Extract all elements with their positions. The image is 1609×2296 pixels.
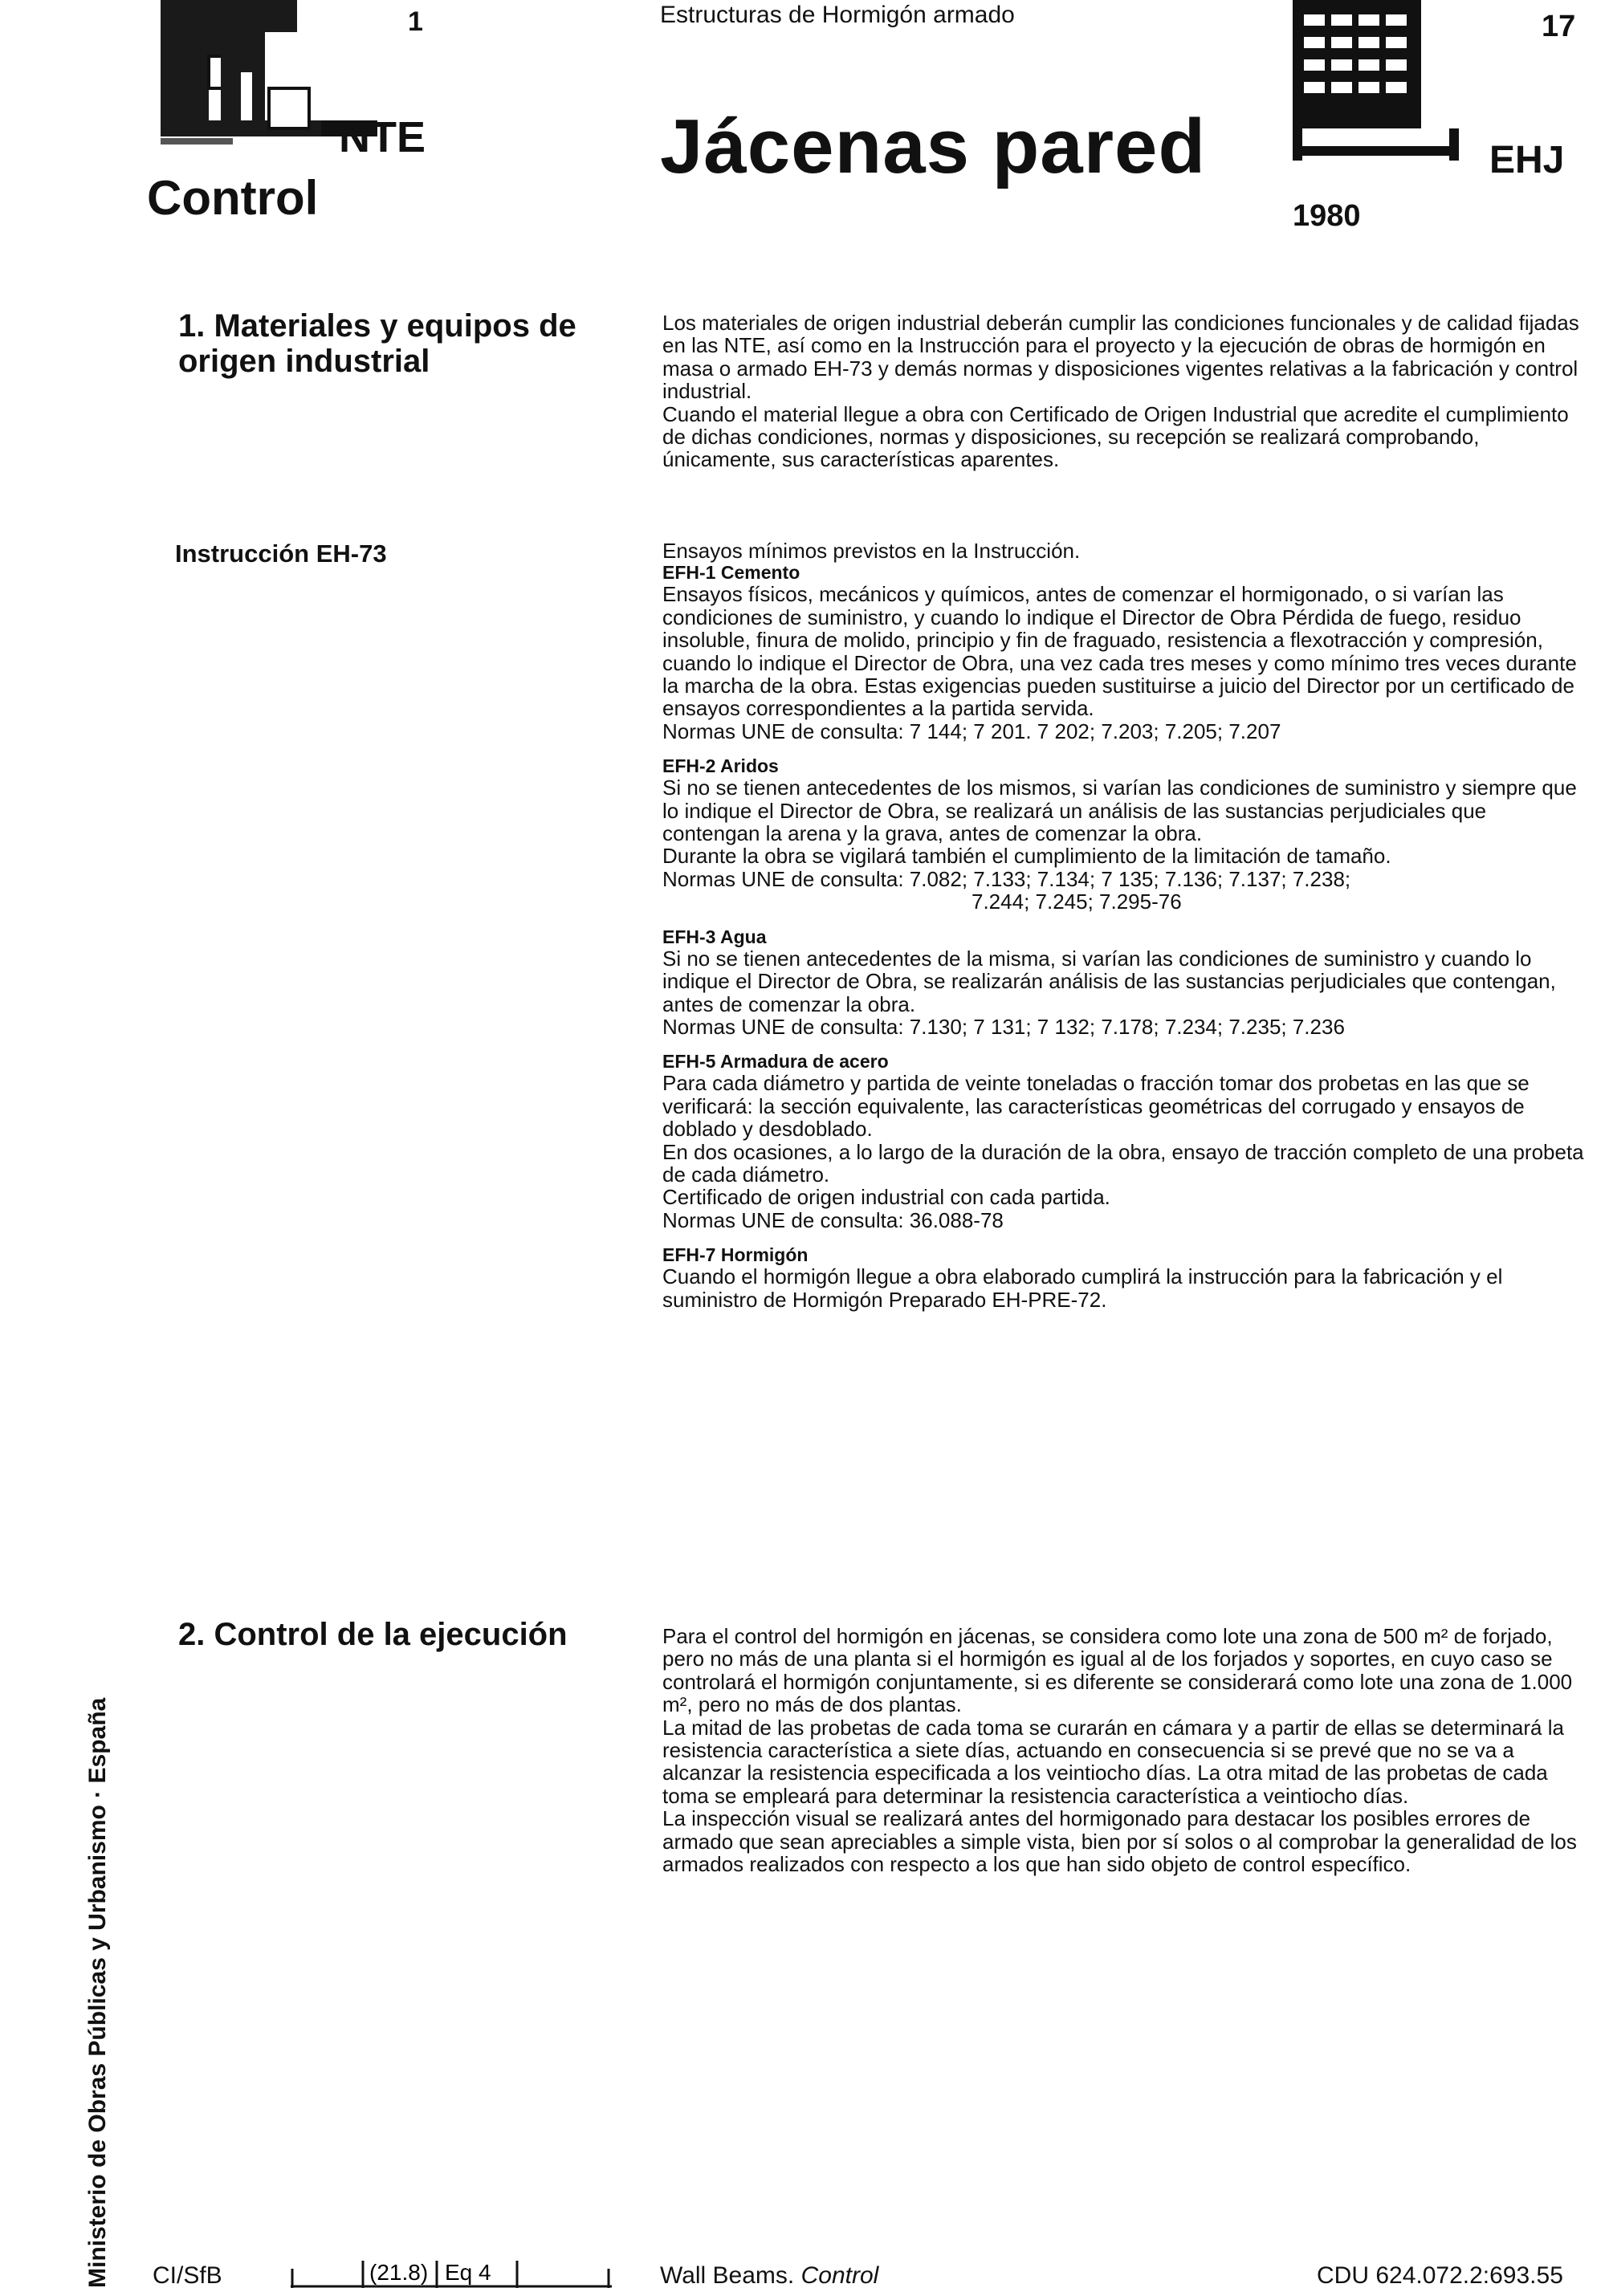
test-text: Ensayos físicos, mecánicos y químicos, antes de comenzar el hormigonado, o si varían las condiciones de suministro, y cuando lo indique el Director de Obra Pérdida de fuego, residuo insoluble, finura de molido, principio y fin de fraguado, resistencia a flexotracción y compresión, cuando lo indique el Director de Obra, una vez cada tres meses y como mínimo tres veces durante la marcha de la obra. Estas exigencias pueden sustituirse a juicio del Director por un certificado de ensayos correspondientes a la partida servida. — [662, 582, 1577, 721]
nte-label: NTE — [339, 113, 426, 161]
test-efh3 — [662, 926, 1586, 1039]
instruccion-heading: Instrucción EH-73 — [175, 539, 387, 568]
document-code: EHJ — [1489, 139, 1565, 181]
section-2-body — [662, 1625, 1586, 1875]
page-number: 17 — [1542, 10, 1576, 43]
test-text: Certificado de origen industrial con cada partida. — [662, 1185, 1110, 1210]
building-logo — [1293, 0, 1461, 169]
series-title: Estructuras de Hormigón armado — [660, 2, 1015, 28]
english-title — [660, 2262, 878, 2290]
section-label: Control — [147, 171, 319, 225]
test-heading: EFH-5 Armadura de acero — [662, 1051, 889, 1073]
sheet-number: 1 — [408, 6, 423, 37]
section-1-paragraph: Cuando el material llegue a obra con Certificado de Origen Industrial que acredite el cumplimiento de dichas condiciones, normas y disposiciones, su recepción se realizará comprobando, únicamente, sus características aparentes. — [662, 401, 1569, 472]
section-1-body — [662, 311, 1586, 471]
test-norms: Normas UNE de consulta: 7.082; 7.133; 7.134; 7 135; 7.136; 7.137; 7.238; — [662, 866, 1351, 891]
test-text: Si no se tienen antecedentes de la misma, si varían las condiciones de suministro y cuando lo indique el Director de Obra, se realizarán análisis de las sustancias perjudiciales que contengan, antes de comenzar la obra. — [662, 946, 1556, 1016]
instruccion-intro: Ensayos mínimos previstos en la Instrucción. — [662, 539, 1081, 563]
cisfb-code-1: (21.8) — [369, 2260, 429, 2285]
test-efh5 — [662, 1051, 1586, 1231]
test-text: Para cada diámetro y partida de veinte toneladas o fracción tomar dos probetas en las que se verificará: la sección equivalente, las características geométricas del corrugado y ensayos de doblado y desdoblado. — [662, 1071, 1530, 1142]
test-text: Si no se tienen antecedentes de los mismos, si varían las condiciones de suministro y siempre que lo indique el Director de Obra, se realizará un análisis de las sustancias perjudiciales que contengan la arena y la grava, antes de comenzar la obra. — [662, 776, 1577, 846]
test-text: En dos ocasiones, a lo largo de la duración de la obra, ensayo de tracción completo de una probeta de cada diámetro. — [662, 1139, 1584, 1187]
test-text: Durante la obra se vigilará también el cumplimiento de la limitación de tamaño. — [662, 844, 1391, 869]
page-title: Jácenas pared — [660, 104, 1207, 189]
section-2-paragraph: La mitad de las probetas de cada toma se curarán en cámara y a partir de ellas se determinará la resistencia característica a siete días, actuando en consecuencia si se prevé que no se va a alcanzar la resistencia especificada a los veintiocho días. La otra mitad de las probetas de cada toma se empleará para determinar la resistencia característica a veintiocho días. — [662, 1715, 1564, 1808]
english-title-text: Wall Beams. — [660, 2262, 795, 2289]
test-norms: Normas UNE de consulta: 7.130; 7 131; 7 132; 7.178; 7.234; 7.235; 7.236 — [662, 1014, 1345, 1039]
test-text: Cuando el hormigón llegue a obra elaborado cumplirá la instrucción para la fabricación y el suministro de Hormigón Preparado EH-PRE-72. — [662, 1264, 1503, 1312]
test-heading: EFH-3 Agua — [662, 926, 767, 947]
section-1-paragraph: Los materiales de origen industrial deberán cumplir las condiciones funcionales y de calidad fijadas en las NTE, así como en la Instrucción para el proyecto y la ejecución de obras de hormigón en masa o armado EH-73 y demás normas y disposiciones vigentes relativas a la fabricación y control industrial. — [662, 311, 1579, 404]
year: 1980 — [1293, 199, 1361, 233]
test-norms: Normas UNE de consulta: 36.088-78 — [662, 1207, 1004, 1232]
test-norms: Normas UNE de consulta: 7 144; 7 201. 7 202; 7.203; 7.205; 7.207 — [662, 719, 1281, 743]
test-heading: EFH-2 Aridos — [662, 755, 779, 777]
cdu-code: CDU 624.072.2:693.55 — [1317, 2262, 1563, 2289]
test-norms-continuation: 7.244; 7.245; 7.295-76 — [972, 889, 1182, 914]
section-2-heading: 2. Control de la ejecución — [178, 1617, 568, 1652]
test-efh1 — [662, 562, 1586, 743]
cisfb-code-2: Eq 4 — [445, 2260, 491, 2285]
instruccion-body — [662, 539, 1586, 1324]
test-efh7 — [662, 1244, 1586, 1311]
section-2-paragraph: Para el control del hormigón en jácenas, se considera como lote una zona de 500 m² de forjado, pero no más de una planta si el hormigón es igual al de los forjados y soportes, en cuyo caso se controlará el hormigón conjuntamente, si es diferente se considerará como lote una zona de 1.000 m², pero no más de dos plantas. — [662, 1624, 1573, 1717]
cisfb-label: CI/SfB — [153, 2262, 222, 2289]
test-heading: EFH-1 Cemento — [662, 562, 800, 584]
section-2-paragraph: La inspección visual se realizará antes del hormigonado para destacar los posibles errores de armado que sean apreciables a simple vista, bien por sí solos o al comprobar la generalidad de los armados realizados con respecto a los que han sido objeto de control específico. — [662, 1806, 1577, 1877]
test-efh2 — [662, 755, 1586, 913]
section-1-heading: 1. Materiales y equipos de origen industrial — [178, 308, 576, 379]
cisfb-code-box — [291, 2257, 612, 2288]
test-heading: EFH-7 Hormigón — [662, 1244, 809, 1266]
english-subtitle: Control — [800, 2262, 879, 2289]
ministry-side-text: Ministerio de Obras Públicas y Urbanismo · España — [84, 1697, 111, 2288]
